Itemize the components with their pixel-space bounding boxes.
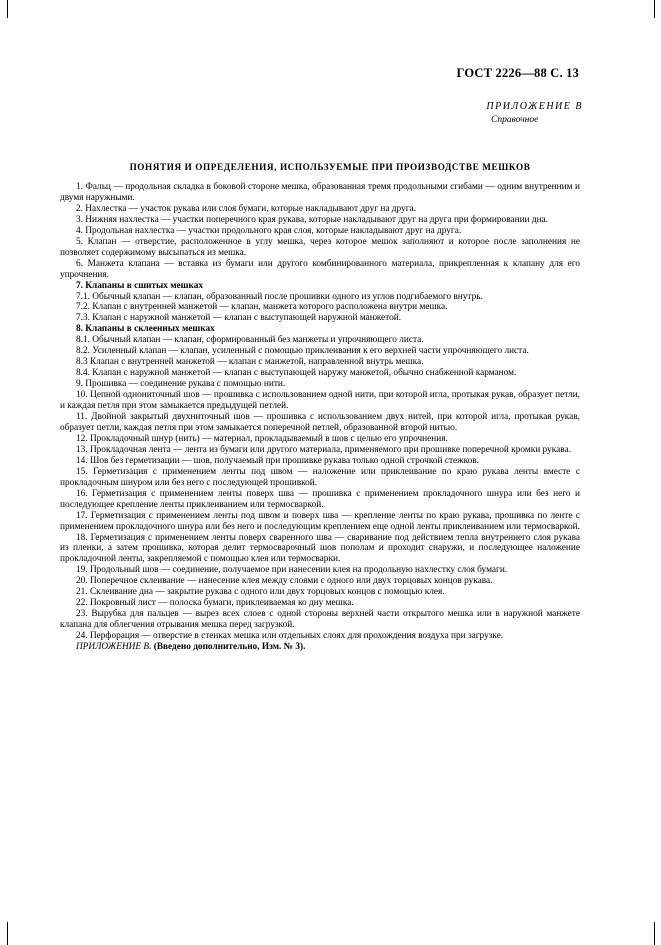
definition-18: 18. Герметизация с применением ленты поверх сваренного шва — сваривание под действием тепла внутреннего слоя рукава из пленки, а затем прошивка, которая делит термосварочный шов пополам и проходит снаружи, и последующее наложение прокладочной ленты, закрепляемой с помощью клея или термосварки. (60, 532, 580, 565)
definition-8-4: 8.4. Клапан с наружной манжетой — клапан с выступающей наружу манжетой, обычно снабженной карманом. (76, 368, 517, 379)
definition-17: 17. Герметизация с применением ленты под швом и поверх шва — крепление ленты по краю рукава, прошивка по ленте с применением прокладочного шнура или без него и последующим креплением еще одной ленты приклеиванием или термосваркой. (60, 510, 580, 532)
subheading-8: 8. Клапаны в склеенных мешках (76, 324, 215, 335)
definition-14: 14. Шов без герметизации — шов, получаемый при прошивке рукава только одной строчкой стежков. (76, 455, 479, 466)
definition-5: 5. Клапан — отверстие, расположенное в углу мешка, через которое мешок заполняют и которое после заполнения не позволяет содержимому высыпаться из мешка. (60, 236, 580, 258)
definition-8-2: 8.2. Усиленный клапан — клапан, усиленный с помощью приклеивания к его верхней части упрочняющего листа. (76, 346, 529, 357)
definition-16: 16. Герметизация с применением ленты поверх шва — прошивка с применением прокладочного шнура или без него и последующее крепление ленты приклеиванием или термосваркой. (60, 488, 580, 510)
crop-mark-bottom-left-vertical (7, 922, 8, 945)
definition-23: 23. Вырубка для пальцев — вырез всех слоев с одной стороны верхней части открытого мешка или в наружной манжете клапана для облегчения отрывания мешка перед загрузкой. (60, 609, 580, 631)
definition-19: 19. Продольный шов — соединение, получаемое при нанесении клея на продольную нахлестку слоя бумаги. (76, 565, 508, 576)
definition-15: 15. Герметизация с применением ленты под швом — наложение или приклеивание по краю рукава ленты вместе с прокладочным шнуром или без него с последующей прошивкой. (60, 466, 580, 488)
definition-7-2: 7.2. Клапан с внутренней манжетой — клапан, манжета которого расположена внутри мешка. (76, 302, 448, 313)
definition-21: 21. Склеивание дна — закрытие рукава с одного или двух торцовых концов с помощью клея. (76, 587, 445, 598)
amendment-note-label: ПРИЛОЖЕНИЕ В. (76, 642, 152, 653)
definition-8-1: 8.1. Обычный клапан — клапан, сформированный без манжеты и упрочняющего листа. (76, 335, 424, 346)
crop-mark-top-right-vertical (654, 0, 655, 18)
definition-11: 11. Двойной закрытый двухниточный шов — прошивка с использованием двух нитей, при которой игла, протыкая рукав, образует петли, каждая петля при этом замыкается поперечной петлей, образованной второй нитью. (60, 412, 580, 433)
definition-10: 10. Цепной однониточный шов — прошивка с использованием одной нити, при которой игла, протыкая рукав, образует петли, и каждая петля при этом замыкается предыдущей петлей. (60, 390, 580, 412)
appendix-label: ПРИЛОЖЕНИЕ В (486, 101, 583, 112)
definition-9: 9. Прошивка — соединение рукава с помощью нити. (76, 379, 286, 390)
definition-22: 22. Покровный лист — полоска бумаги, приклеиваемая ко дну мешка. (76, 598, 354, 609)
definition-8-3: 8.3 Клапан с внутренней манжетой — клапан с манжетой, направленной внутрь мешка. (76, 357, 424, 368)
appendix-type: Справочное (491, 115, 539, 125)
amendment-note (60, 642, 580, 653)
definitions-body (60, 182, 580, 653)
section-title: ПОНЯТИЯ И ОПРЕДЕЛЕНИЯ, ИСПОЛЬЗУЕМЫЕ ПРИ ПРОИЗВОДСТВЕ МЕШКОВ (129, 162, 531, 172)
definition-1: 1. Фальц — продольная складка в боковой стороне мешка, образованная тремя продольными сгибами — одним внутренним и двумя наружными. (60, 182, 580, 203)
amendment-note-text: (Введено дополнительно, Изм. № 3). (153, 642, 306, 653)
definition-2: 2. Нахлестка — участок рукава или слоя бумаги, которые накладывают друг на друга. (76, 203, 416, 214)
definition-12: 12. Прокладочный шнур (нить) — материал, прокладываемый в шов с целью его упрочнения. (76, 433, 448, 444)
definition-3: 3. Нижняя нахлестка — участки поперечного края рукава, которые накладывают друг на друга при формировании дна. (76, 214, 548, 225)
subheading-7: 7. Клапаны в сшитых мешках (76, 280, 204, 291)
definition-13: 13. Прокладочная лента — лента из бумаги или другого материала, применяемого при прошивке поперечной кромки рукава. (76, 444, 571, 455)
definition-7-3: 7.3. Клапан с наружной манжетой — клапан с выступающей наружной манжетой. (76, 313, 402, 324)
definition-20: 20. Поперечное склеивание — нанесение клея между слоями с одного или двух торцовых концов рукава. (76, 576, 493, 587)
definition-6: 6. Манжета клапана — вставка из бумаги или другого комбинированного материала, прикрепленная к клапану для его упрочнения. (60, 258, 580, 280)
crop-mark-top-left-vertical (7, 0, 8, 18)
definition-24: 24. Перфорация — отверстие в стенках мешка или отдельных слоях для прохождения воздуха при загрузке. (76, 631, 504, 642)
definition-4: 4. Продольная нахлестка — участки продольного края слоя, которые накладывают друг на друга. (76, 225, 462, 236)
page-header: ГОСТ 2226—88 С. 13 (456, 66, 579, 80)
crop-mark-bottom-right-vertical (654, 922, 655, 945)
definition-7-1: 7.1. Обычный клапан — клапан, образованный после прошивки одного из углов подгибаемого внутрь. (76, 291, 483, 302)
